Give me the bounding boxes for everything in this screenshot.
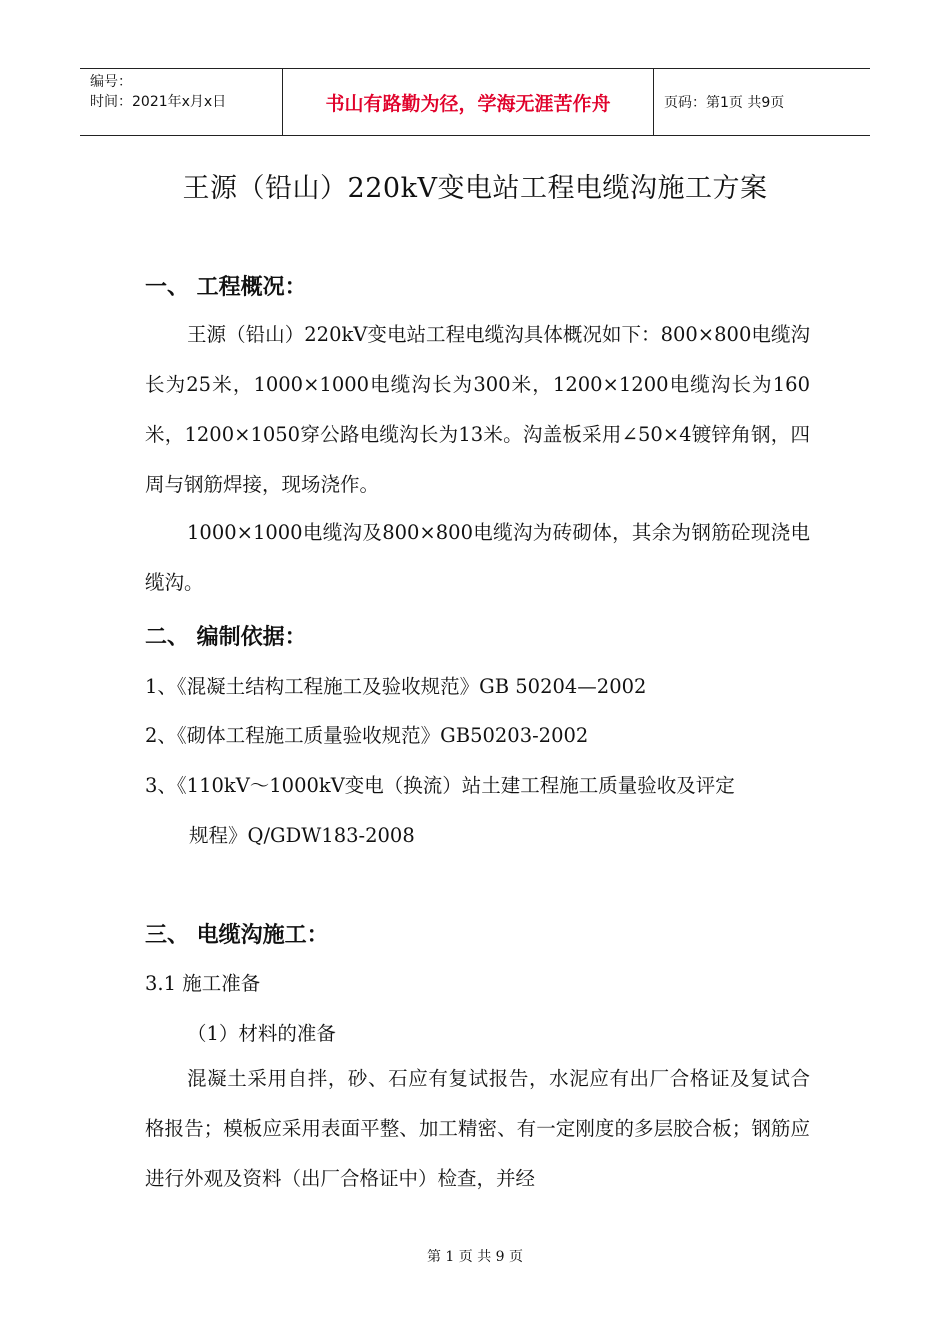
- header-page-cell: [654, 69, 870, 135]
- header-table: [80, 68, 870, 136]
- subsection-materials: （1）材料的准备: [187, 1022, 336, 1045]
- basis-item-1: 1、《混凝土结构工程施工及验收规范》GB 50204—2002: [145, 675, 647, 698]
- section-3-paragraph-1: 混凝土采用自拌，砂、石应有复试报告，水泥应有出厂合格证及复试合格报告；模板应采用表面平整、加工精密、有一定刚度的多层胶合板；钢筋应进行外观及资料（出厂合格证中）检查，并经: [145, 1067, 810, 1190]
- motto: 书山有路勤为径，学海无涯苦作舟: [325, 92, 611, 115]
- page-footer: 第 1 页 共 9 页: [426, 1249, 524, 1265]
- basis-item-3-continuation: 规程》Q/GDW183-2008: [189, 824, 415, 847]
- page-info: 页码：第1页 共9页: [664, 95, 785, 111]
- time-label: 时间：2021年x月x日: [90, 94, 227, 110]
- basis-item-2: 2、《砌体工程施工质量验收规范》GB50203-2002: [145, 724, 589, 747]
- section-1-paragraph-1: 王源（铅山）220kV变电站工程电缆沟具体概况如下：800×800电缆沟长为25米，1000×1000电缆沟长为300米，1200×1200电缆沟长为160米，1200×1050穿公路电缆沟长为13米。沟盖板采用∠50×4镀锌角钢，四周与钢筋焊接，现场浇作。: [145, 323, 810, 496]
- subsection-3-1: 3.1 施工准备: [145, 972, 261, 995]
- basis-item-3: 3、《110kV～1000kV变电（换流）站土建工程施工质量验收及评定: [145, 774, 735, 797]
- section-2-heading: 二、 编制依据：: [145, 625, 307, 650]
- section-3-heading: 三、 电缆沟施工：: [145, 923, 329, 948]
- section-1-heading: 一、 工程概况：: [145, 275, 307, 300]
- number-label: 编号：: [90, 74, 132, 90]
- header-motto-cell: [282, 69, 654, 135]
- section-1-paragraph-2: 1000×1000电缆沟及800×800电缆沟为砖砌体，其余为钢筋砼现浇电缆沟。: [145, 521, 810, 594]
- header-meta: [80, 69, 282, 135]
- document-title: 王源（铅山）220kV变电站工程电缆沟施工方案: [182, 173, 768, 204]
